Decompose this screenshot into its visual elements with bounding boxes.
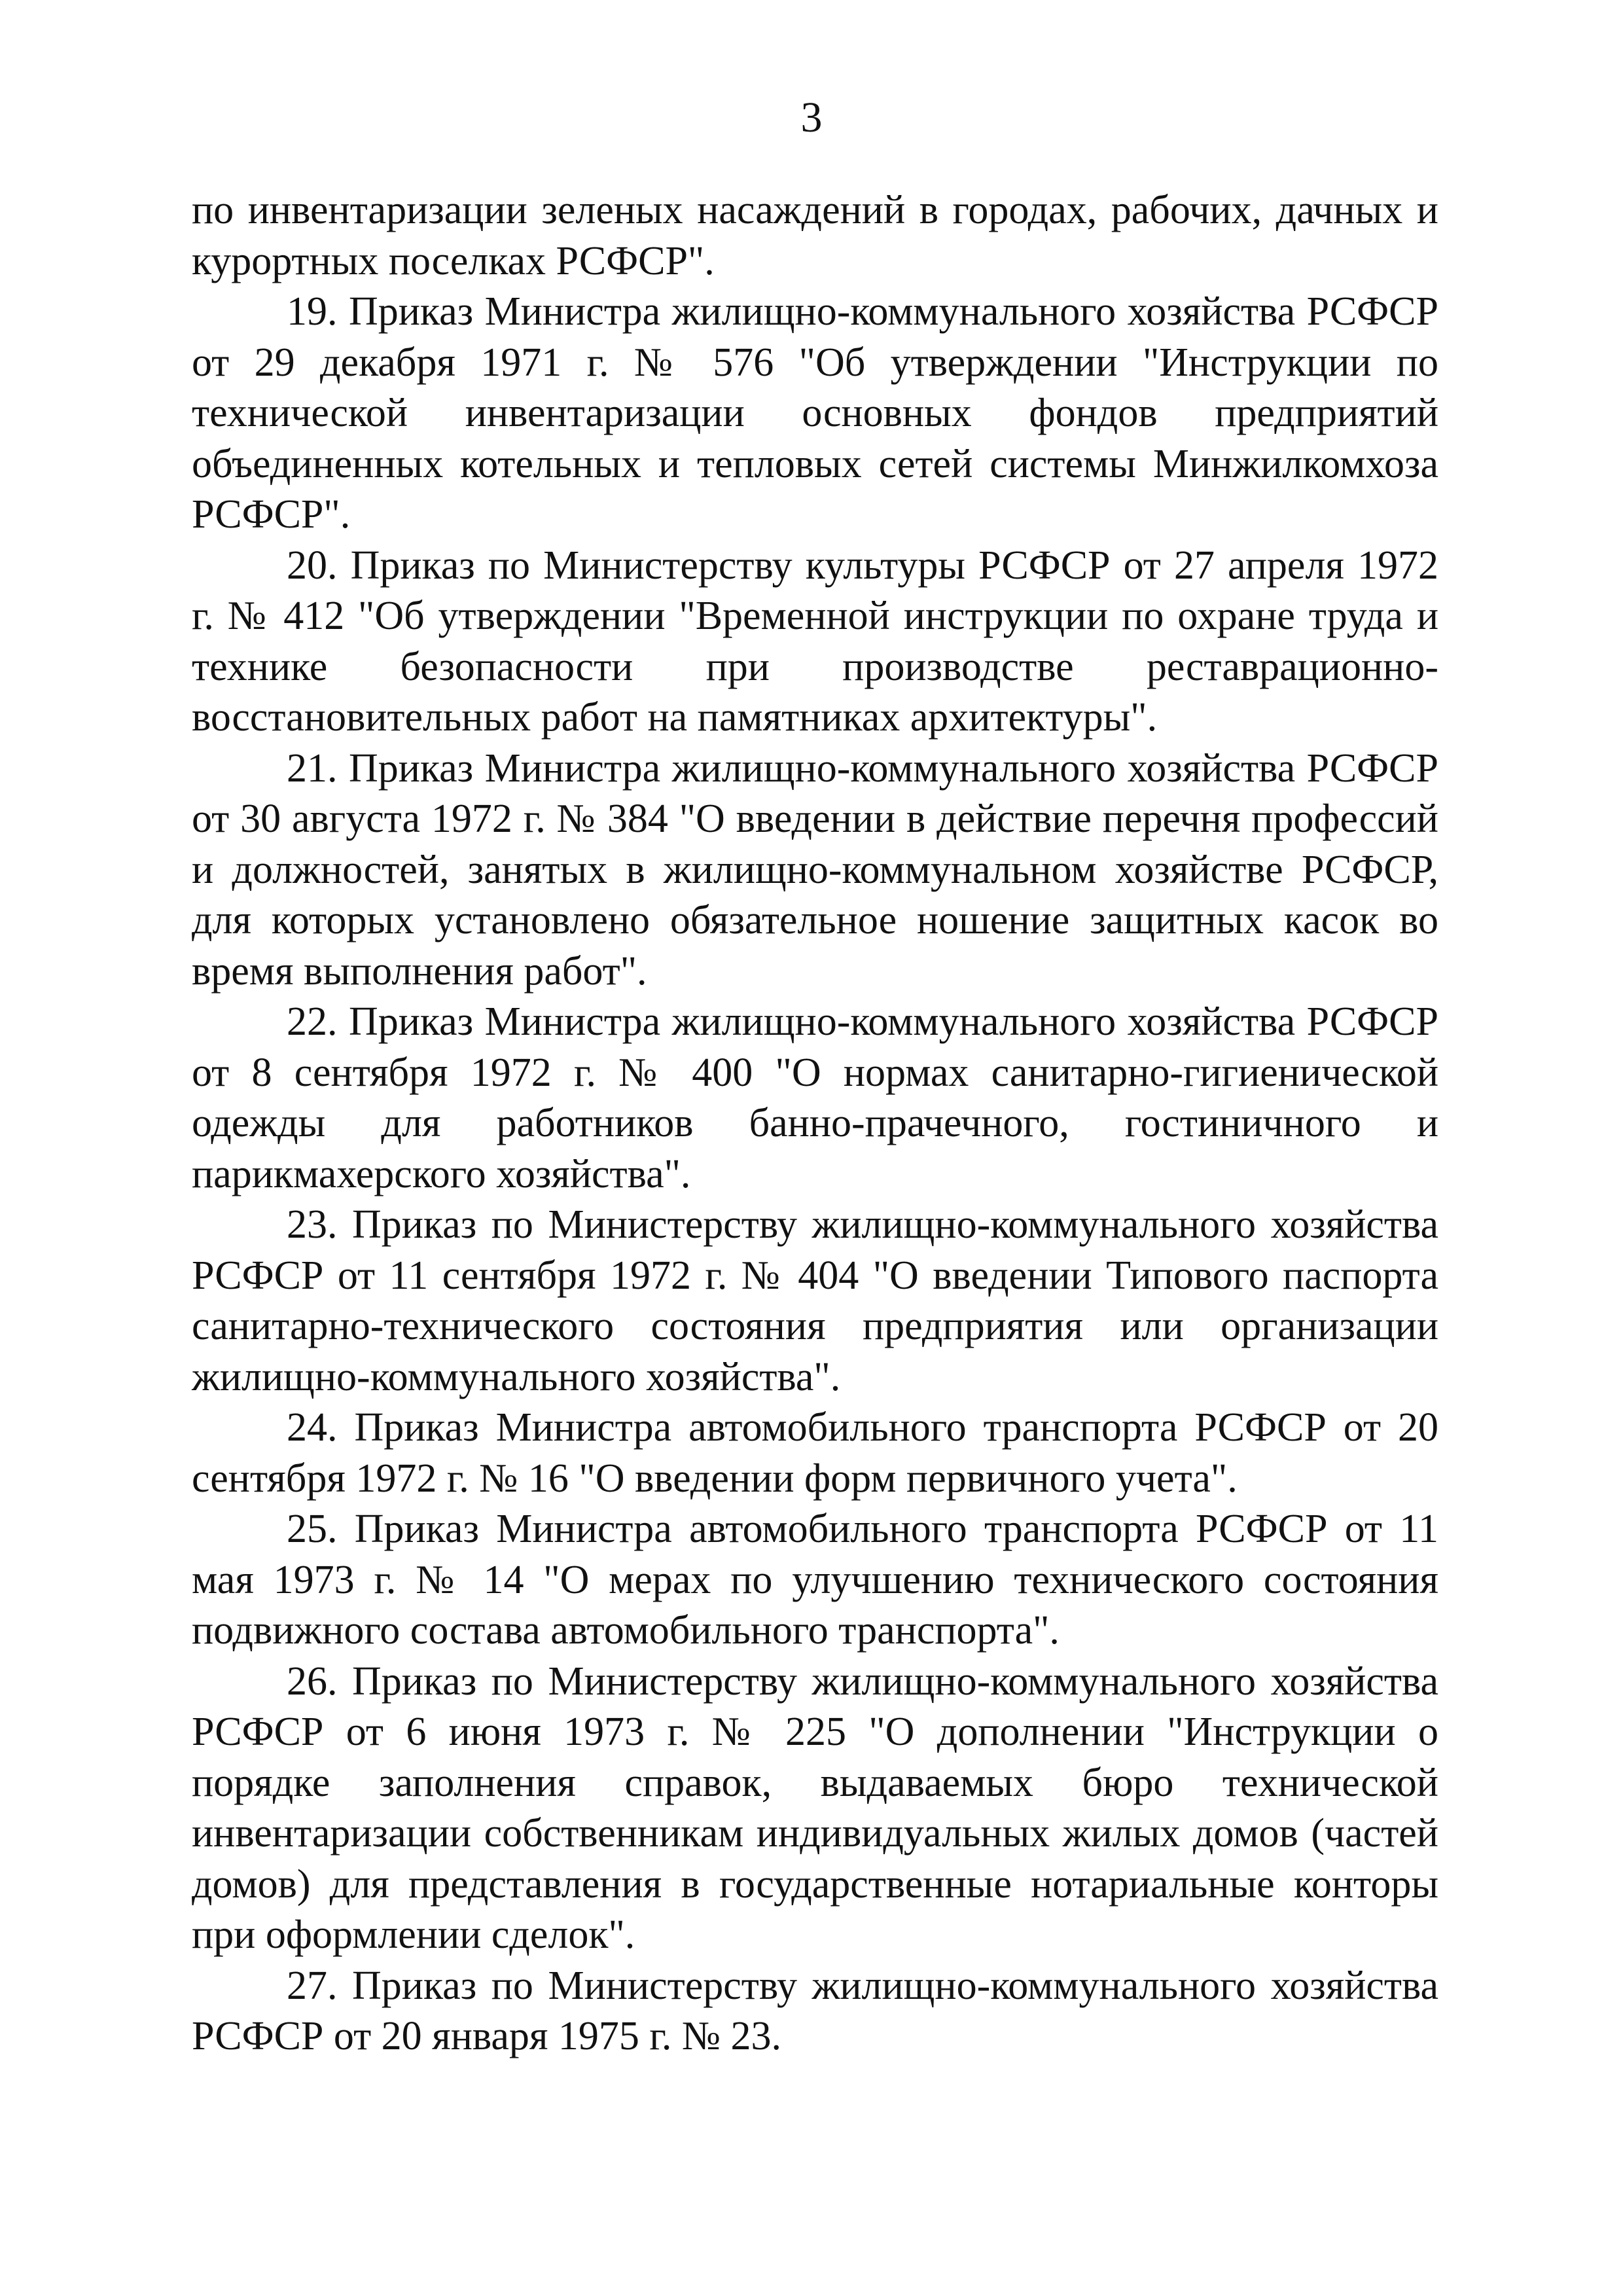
paragraph-18-continuation: по инвентаризации зеленых насаждений в городах, рабочих, дачных и курортных поселках РСФСР". bbox=[192, 188, 1438, 283]
paragraph-24: 24. Приказ Министра автомобильного транспорта РСФСР от 20 сентября 1972 г. № 16 "О введении форм первичного учета". bbox=[192, 1405, 1438, 1501]
paragraph-22: 22. Приказ Министра жилищно-коммунального хозяйства РСФСР от 8 сентября 1972 г. № 400 "О нормах санитарно-гигиенической одежды для работников банно-прачечного, гостиничного и парикмахерского хозяйства". bbox=[192, 999, 1438, 1196]
document-body bbox=[192, 185, 1438, 2062]
paragraph-26: 26. Приказ по Министерству жилищно-коммунального хозяйства РСФСР от 6 июня 1973 г. № 225 "О дополнении "Инструкции о порядке заполнения справок, выдаваемых бюро технической инвентаризации собственникам индивидуальных жилых домов (частей домов) для представления в государственные нотариальные конторы при оформлении сделок". bbox=[192, 1659, 1438, 1957]
paragraph-27: 27. Приказ по Министерству жилищно-коммунального хозяйства РСФСР от 20 января 1975 г. № 23. bbox=[192, 1963, 1438, 2058]
paragraph-20: 20. Приказ по Министерству культуры РСФСР от 27 апреля 1972 г. № 412 "Об утверждении "Временной инструкции по охране труда и технике безопасности при производстве реставрационно-восстановительных работ на памятниках архитектуры". bbox=[192, 543, 1438, 740]
paragraph-21: 21. Приказ Министра жилищно-коммунального хозяйства РСФСР от 30 августа 1972 г. № 384 "О введении в действие перечня профессий и должностей, занятых в жилищно-коммунальном хозяйстве РСФСР, для которых установлено обязательное ношение защитных касок во время выполнения работ". bbox=[192, 745, 1438, 994]
paragraph-25: 25. Приказ Министра автомобильного транспорта РСФСР от 11 мая 1973 г. № 14 "О мерах по улучшению технического состояния подвижного состава автомобильного транспорта". bbox=[192, 1507, 1438, 1653]
paragraph-19: 19. Приказ Министра жилищно-коммунального хозяйства РСФСР от 29 декабря 1971 г. № 576 "Об утверждении "Инструкции по технической инвентаризации основных фондов предприятий объединенных котельных и тепловых сетей системы Минжилкомхоза РСФСР". bbox=[192, 289, 1438, 537]
paragraph-23: 23. Приказ по Министерству жилищно-коммунального хозяйства РСФСР от 11 сентября 1972 г. № 404 "О введении Типового паспорта санитарно-технического состояния предприятия или организации жилищно-коммунального хозяйства". bbox=[192, 1202, 1438, 1399]
page-number: 3 bbox=[800, 94, 823, 141]
